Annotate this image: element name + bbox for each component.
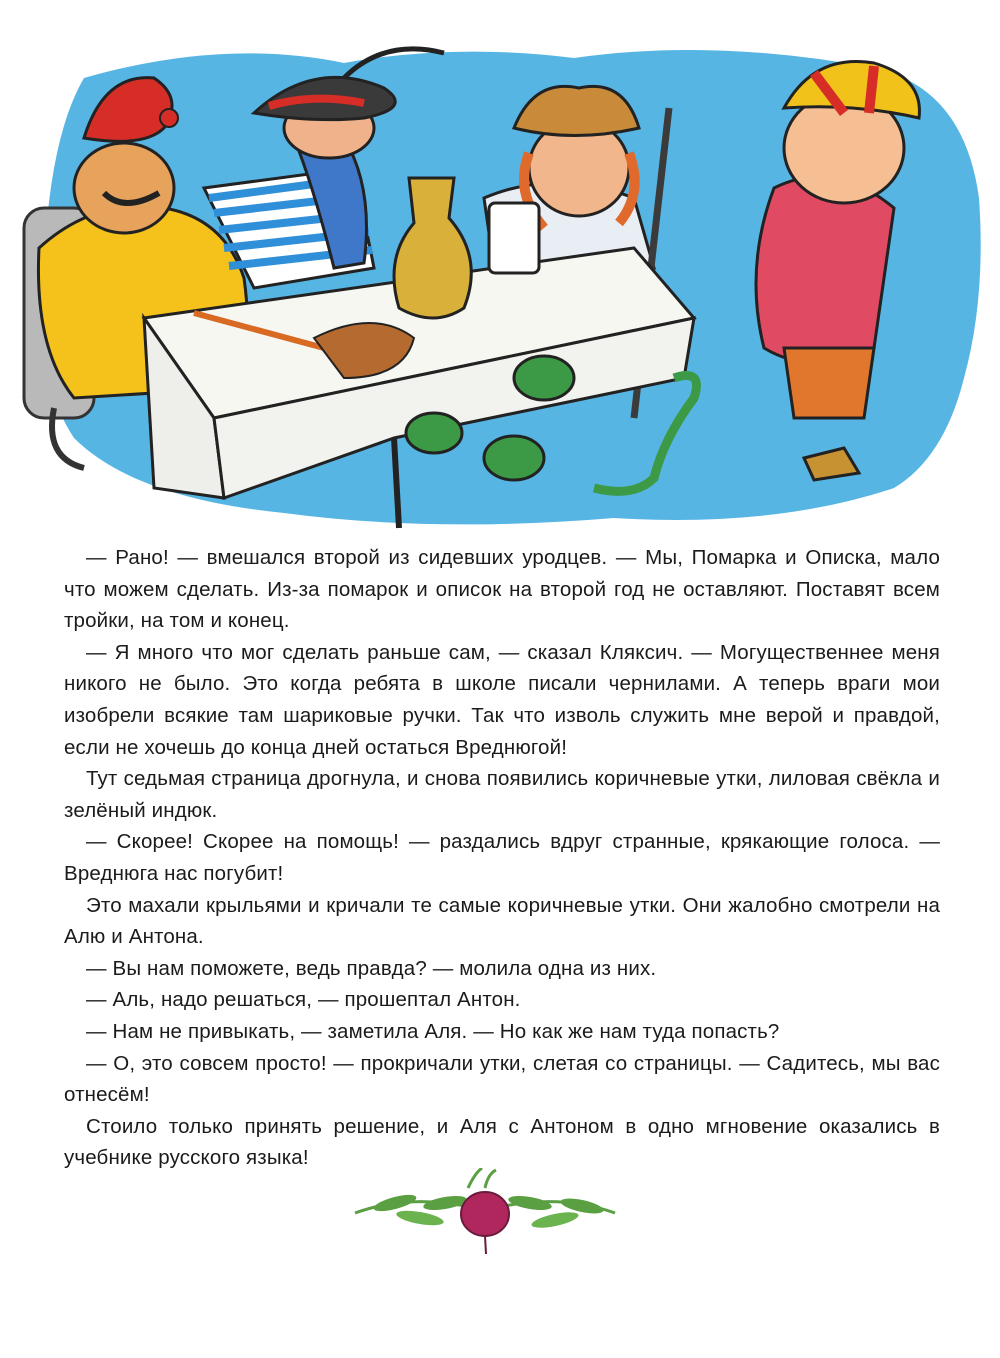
paragraph: Тут седьмая страница дрогнула, и снова появились коричневые утки, лиловая свёкла и зелёный индюк. — [64, 767, 940, 822]
paragraph: Это махали крыльями и кричали те самые коричневые утки. Они жалобно смотрели на Алю и Антона. — [64, 893, 940, 949]
paragraph: — Аль, надо решаться, — прошептал Антон. — [86, 988, 521, 1012]
beet-ornament — [350, 1168, 620, 1258]
paragraph: — О, это совсем просто! — прокричали утки, слетая со страницы. — Садитесь, мы вас отнесём! — [64, 1051, 940, 1107]
paragraph: — Вы нам поможете, ведь правда? — молила одна из них. — [86, 956, 657, 980]
beet — [461, 1168, 509, 1254]
leaf-sprig-right — [495, 1193, 615, 1231]
paragraph: — Я много что мог сделать раньше сам, — сказал Кляксич. — Могущественнее меня никого не было. Это когда ребята в школе писали чернилами. А теперь враги мои изобрели всякие там шариковые ручки. Так что изволь служить мне верой и правдой, если не хочешь до конца дней остаться Вреднюгой! — [64, 640, 940, 759]
leaf-sprig-left — [355, 1192, 475, 1229]
story-text — [64, 542, 940, 1174]
mug — [489, 203, 539, 273]
illustration — [14, 18, 986, 538]
paragraph: — Рано! — вмешался второй из сидевших уродцев. — Мы, Помарка и Описка, мало что можем сделать. Из-за помарок и описок на второй год не оставляют. Поставят всем тройки, на том и конец. — [64, 546, 940, 633]
paragraph: — Скорее! Скорее на помощь! — раздались вдруг странные, крякающие голоса. — Вреднюга нас погубит! — [64, 830, 940, 885]
paragraph: Стоило только принять решение, и Аля с Антоном в одно мгновение оказались в учебнике русского языка! — [64, 1114, 940, 1170]
paragraph: — Нам не привыкать, — заметила Аля. — Но как же нам туда попасть? — [86, 1019, 780, 1043]
